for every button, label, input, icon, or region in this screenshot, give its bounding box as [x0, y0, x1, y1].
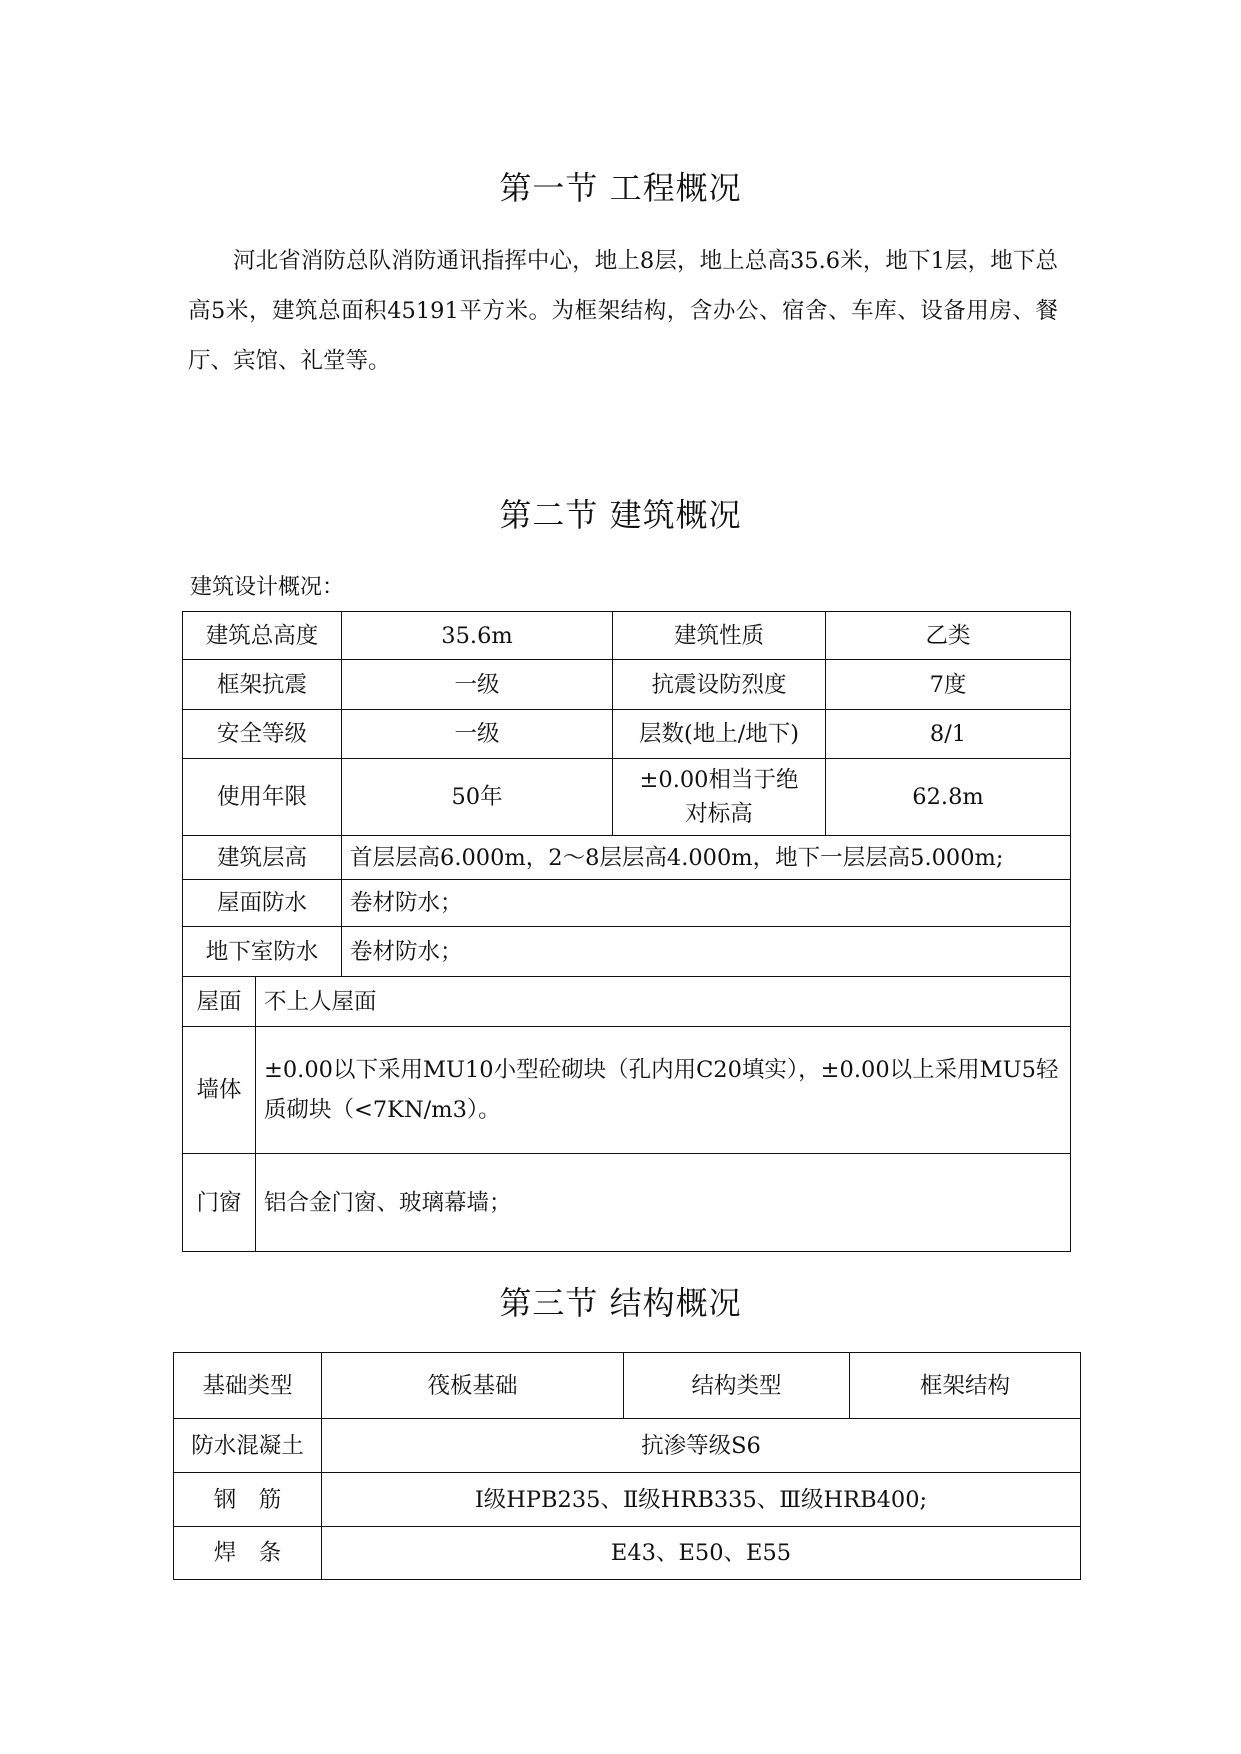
project-overview-paragraph: 河北省消防总队消防通讯指挥中心，地上8层，地上总高35.6米，地下1层，地下总高5米，建筑总面积45191平方米。为框架结构，含办公、宿舍、车库、设备用房、餐厅、宾馆、礼堂等。 [188, 248, 1058, 374]
table-cell: 7度 [826, 660, 1071, 710]
architecture-caption: 建筑设计概况： [190, 575, 345, 600]
table-cell: 基础类型 [174, 1353, 322, 1419]
table-cell: 屋面防水 [183, 880, 342, 927]
table-cell: 安全等级 [183, 710, 342, 759]
section2-title: 第二节 建筑概况 [499, 496, 742, 534]
table-cell: 一级 [342, 660, 613, 710]
table-row [183, 759, 1071, 836]
table-cell: 框架结构 [850, 1353, 1081, 1419]
table-cell: 建筑性质 [613, 612, 826, 660]
table-row [174, 1473, 1081, 1527]
table-cell: 屋面 [183, 977, 256, 1027]
table-cell: 钢 筋 [174, 1473, 322, 1527]
section3-title: 第三节 结构概况 [499, 1284, 742, 1322]
structure-table [173, 1352, 1081, 1580]
table-cell: 8/1 [826, 710, 1071, 759]
table-cell: 门窗 [183, 1154, 256, 1252]
table-cell: 抗震设防烈度 [613, 660, 826, 710]
table-cell: 抗渗等级S6 [322, 1419, 1081, 1473]
table-cell: 框架抗震 [183, 660, 342, 710]
table-row [183, 660, 1071, 710]
table-row [174, 1353, 1081, 1419]
table-cell: 一级 [342, 710, 613, 759]
table-row [183, 977, 1071, 1027]
table-cell: 62.8m [826, 759, 1071, 836]
table-row [174, 1419, 1081, 1473]
table-cell: 结构类型 [624, 1353, 850, 1419]
table-cell: 使用年限 [183, 759, 342, 836]
table-cell: 不上人屋面 [256, 977, 1071, 1027]
architecture-table [182, 611, 1071, 1252]
table-row [183, 1154, 1071, 1252]
table-row [183, 836, 1071, 880]
table-row [183, 1027, 1071, 1154]
table-cell: 铝合金门窗、玻璃幕墙； [256, 1154, 1071, 1252]
table-row [183, 880, 1071, 927]
table-cell: Ⅰ级HPB235、Ⅱ级HRB335、Ⅲ级HRB400; [322, 1473, 1081, 1527]
table-cell: 卷材防水； [342, 927, 1071, 977]
table-cell: 50年 [342, 759, 613, 836]
table-cell: 筏板基础 [322, 1353, 624, 1419]
table-cell: 35.6m [342, 612, 613, 660]
table-cell: ±0.00以下采用MU10小型砼砌块（孔内用C20填实），±0.00以上采用MU5轻质砌块（<7KN/m3）。 [256, 1027, 1071, 1154]
table-cell: 卷材防水； [342, 880, 1071, 927]
table-cell: 首层层高6.000m，2～8层层高4.000m，地下一层层高5.000m; [342, 836, 1071, 880]
table-cell: 层数(地上/地下) [613, 710, 826, 759]
section1-title: 第一节 工程概况 [499, 169, 742, 207]
table-row [174, 1527, 1081, 1580]
table-cell: 乙类 [826, 612, 1071, 660]
table-cell: 建筑层高 [183, 836, 342, 880]
table-row [183, 710, 1071, 759]
table-row [183, 927, 1071, 977]
table-cell: 防水混凝土 [174, 1419, 322, 1473]
table-cell: 建筑总高度 [183, 612, 342, 660]
table-cell: 焊 条 [174, 1527, 322, 1580]
table-cell: ±0.00相当于绝对标高 [613, 759, 826, 836]
table-row [183, 612, 1071, 660]
table-cell: 地下室防水 [183, 927, 342, 977]
table-cell: E43、E50、E55 [322, 1527, 1081, 1580]
table-cell: 墙体 [183, 1027, 256, 1154]
